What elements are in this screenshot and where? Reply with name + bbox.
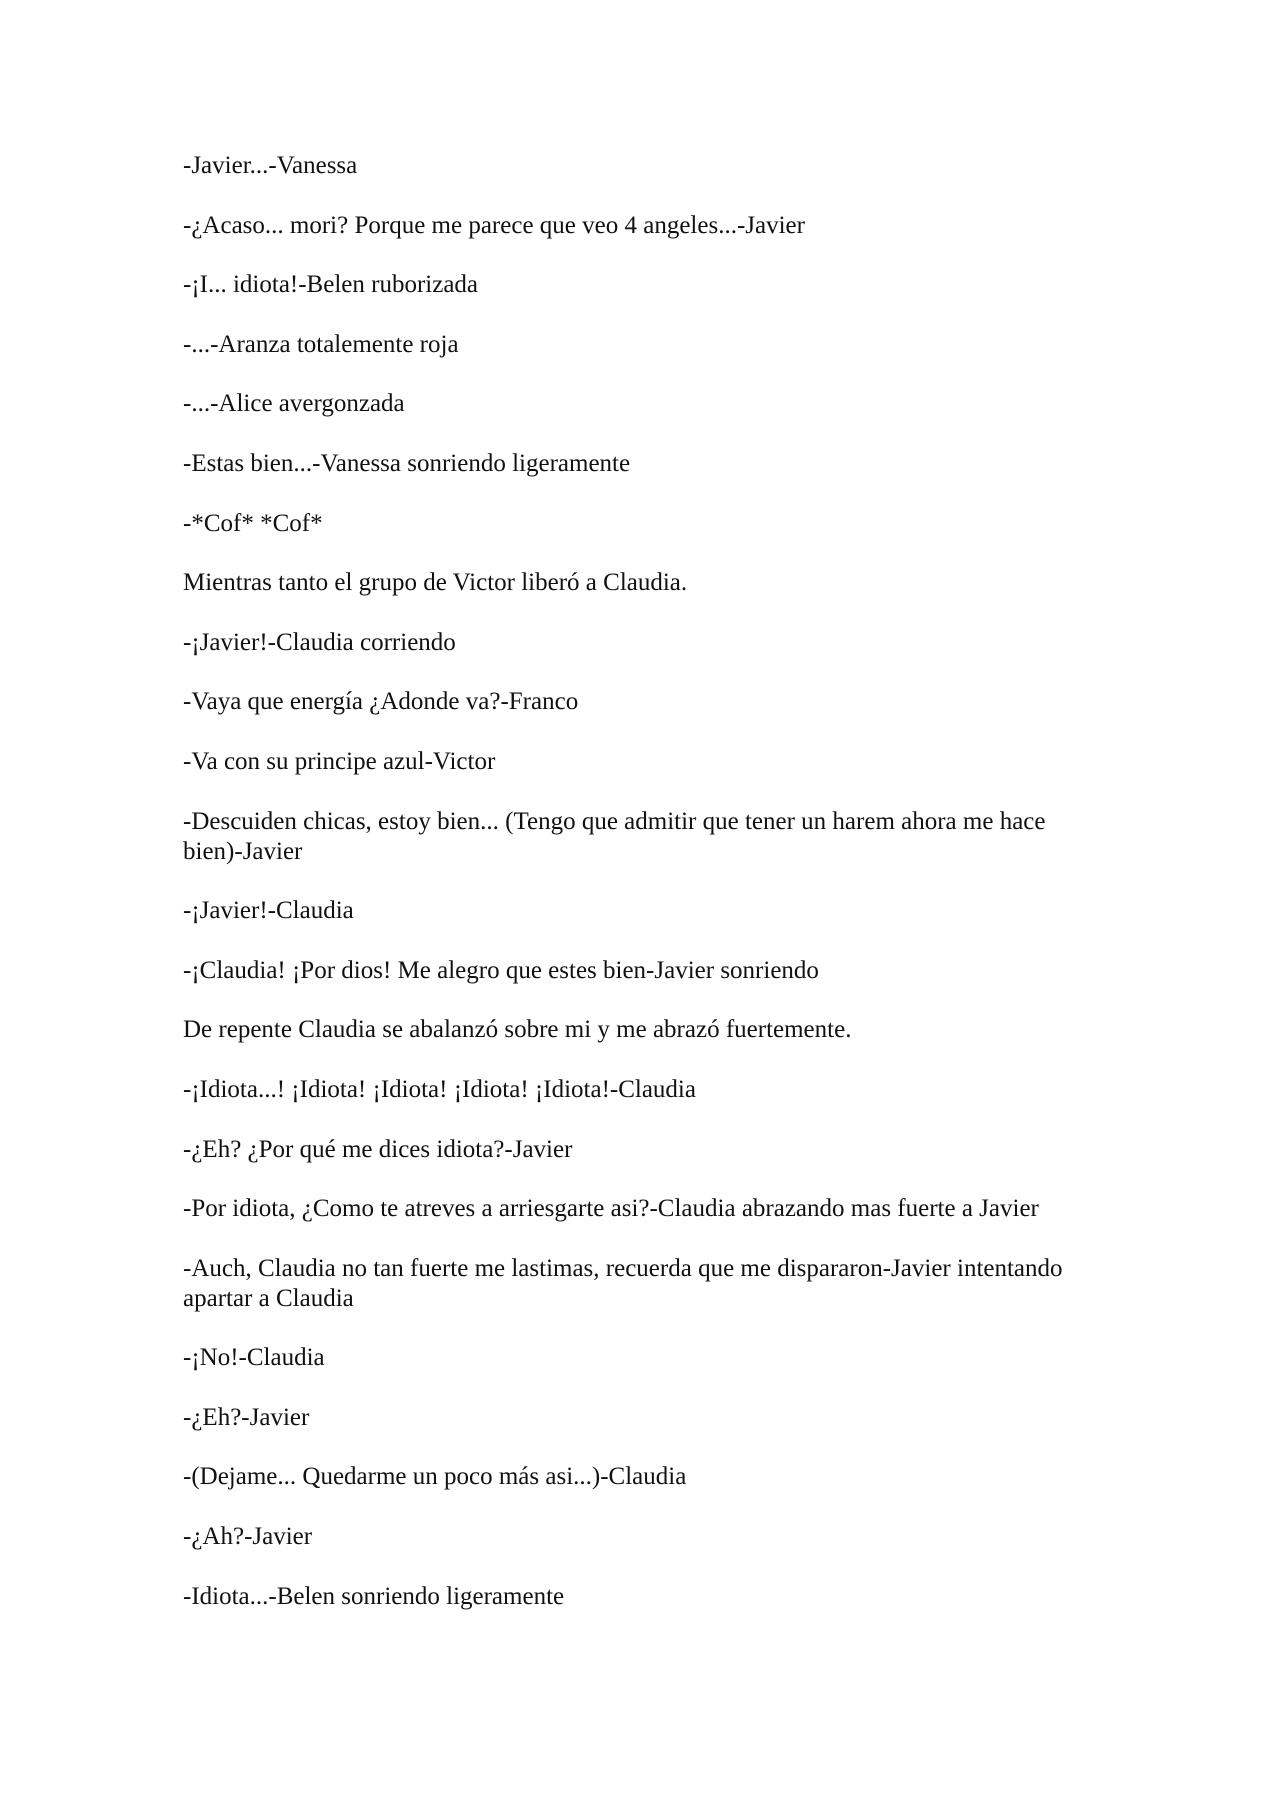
document-body [183, 151, 1103, 1641]
paragraph: -Javier...-Vanessa [183, 152, 358, 179]
paragraph: -*Cof* *Cof* [183, 509, 323, 537]
paragraph: -¡No!-Claudia [183, 1344, 325, 1372]
paragraph: -¡Javier!-Claudia corriendo [183, 628, 456, 656]
paragraph: -...-Aranza totalemente roja [183, 330, 459, 358]
paragraph: -¡I... idiota!-Belen ruborizada [183, 271, 479, 299]
paragraph: -...-Alice avergonzada [183, 390, 405, 418]
paragraph: -Estas bien...-Vanessa sonriendo ligeramente [183, 449, 631, 477]
paragraph: -¿Acaso... mori? Porque me parece que veo 4 angeles...-Javier [183, 211, 805, 239]
paragraph: -Idiota...-Belen sonriendo ligeramente [183, 1582, 565, 1610]
paragraph: -Por idiota, ¿Como te atreves a arriesgarte asi?-Claudia abrazando mas fuerte a Javier [183, 1195, 1039, 1223]
paragraph: -¡Javier!-Claudia [183, 897, 354, 925]
paragraph: -Descuiden chicas, estoy bien... (Tengo que admitir que tener un harem ahora me hace bien)-Javier [183, 807, 1046, 865]
paragraph: -¡Idiota...! ¡Idiota! ¡Idiota! ¡Idiota! ¡Idiota!-Claudia [183, 1075, 696, 1103]
paragraph: -¿Ah?-Javier [183, 1523, 313, 1551]
paragraph: -Va con su principe azul-Victor [183, 747, 496, 775]
paragraph: -¿Eh? ¿Por qué me dices idiota?-Javier [183, 1135, 573, 1163]
paragraph: -¿Eh?-Javier [183, 1403, 310, 1431]
paragraph: De repente Claudia se abalanzó sobre mi y me abrazó fuertemente. [183, 1016, 852, 1044]
paragraph: -Auch, Claudia no tan fuerte me lastimas, recuerda que me dispararon-Javier intentando apartar a Claudia [183, 1254, 1063, 1312]
paragraph: Mientras tanto el grupo de Victor liberó a Claudia. [183, 569, 688, 597]
paragraph: -¡Claudia! ¡Por dios! Me alegro que estes bien-Javier sonriendo [183, 956, 819, 984]
paragraph: -(Dejame... Quedarme un poco más asi...)-Claudia [183, 1463, 687, 1491]
paragraph: -Vaya que energía ¿Adonde va?-Franco [183, 688, 579, 716]
